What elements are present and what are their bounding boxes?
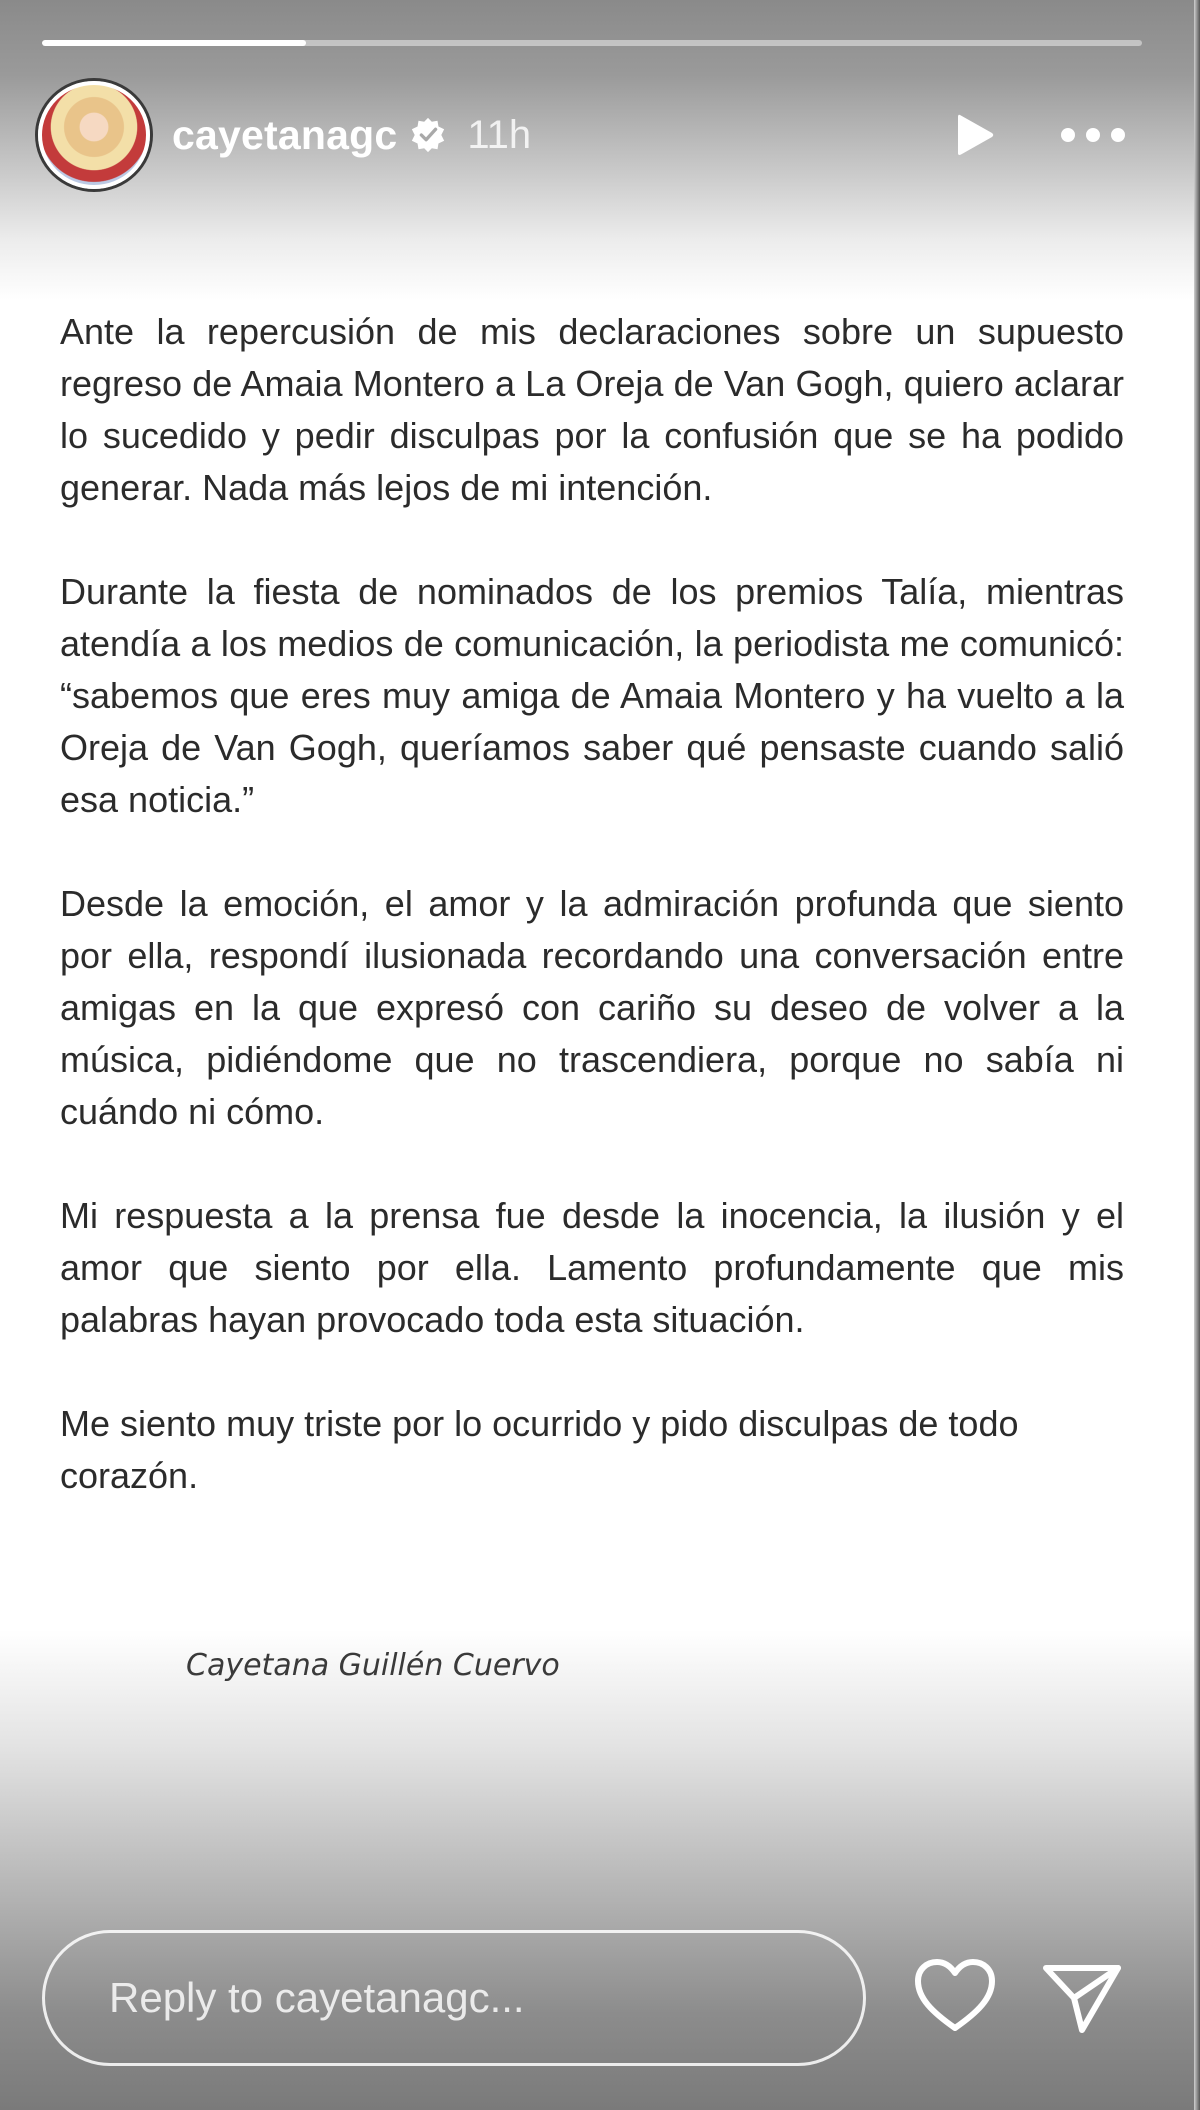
more-dots-icon[interactable] bbox=[1058, 123, 1128, 147]
story-progress-fill bbox=[42, 40, 306, 46]
window-edge bbox=[1194, 0, 1200, 2110]
statement-paragraph-4: Mi respuesta a la prensa fue desde la inocencia, la ilusión y el amor que siento por ella. Lamento profundamente que mis palabras hayan provocado toda esta situación. bbox=[60, 1195, 1124, 1340]
reply-bar[interactable] bbox=[42, 1930, 866, 2066]
avatar[interactable] bbox=[38, 81, 150, 189]
heart-icon[interactable] bbox=[912, 1956, 998, 2036]
post-time: 11h bbox=[467, 112, 532, 157]
signature: Cayetana Guillén Cuervo bbox=[186, 1648, 560, 1683]
statement-paragraph-2: Durante la fiesta de nominados de los premios Talía, mientras atendía a los medios de comunicación, la periodista me comunicó: “sabemos que eres muy amiga de Amaia Montero y ha vuelto a la Oreja de Van Gogh, queríamos saber qué pensaste cuando salió esa noticia.” bbox=[60, 571, 1124, 820]
play-icon[interactable] bbox=[948, 109, 1000, 161]
story-header bbox=[38, 80, 1158, 190]
statement-paragraph-1: Ante la repercusión de mis declaraciones sobre un supuesto regreso de Amaia Montero a La Oreja de Van Gogh, quiero aclarar lo sucedido y pedir disculpas por la confusión que se ha podido generar. Nada más lejos de mi intención. bbox=[60, 311, 1124, 508]
story-progress-bar bbox=[42, 40, 1142, 46]
reply-input[interactable] bbox=[109, 1974, 809, 2022]
statement-paragraph-5: Me siento muy triste por lo ocurrido y pido disculpas de todo corazón. bbox=[60, 1403, 1019, 1496]
statement-paragraph-3: Desde la emoción, el amor y la admiración profunda que siento por ella, respondí ilusionada recordando una conversación entre amigas en la que expresó con cariño su deseo de volver a la música, pidiéndome que no trascendiera, porque no sabía ni cuándo ni cómo. bbox=[60, 883, 1124, 1132]
verified-badge-icon bbox=[409, 116, 447, 154]
story-statement-text bbox=[60, 306, 1124, 1554]
send-icon[interactable] bbox=[1040, 1960, 1124, 2036]
username-link[interactable]: cayetanagc bbox=[172, 111, 398, 158]
